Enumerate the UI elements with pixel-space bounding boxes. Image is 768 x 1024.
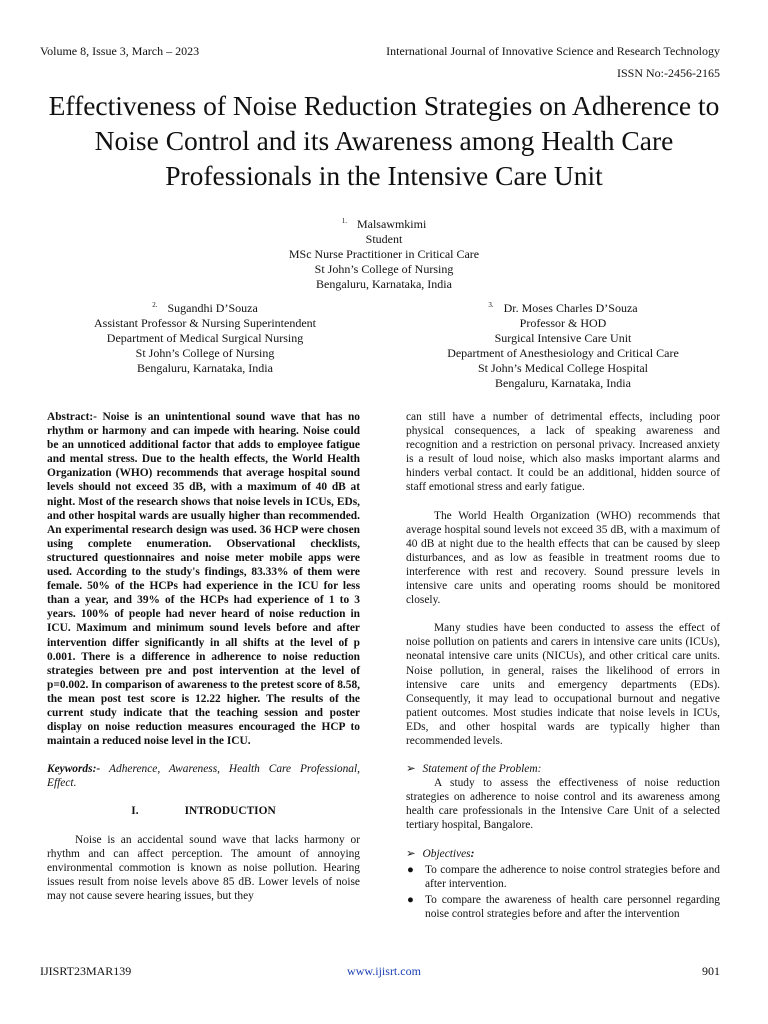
author-dept: Department of Anesthesiology and Critical Care [447,346,679,360]
author-name: $^{3.}$ Dr. Moses Charles D’Souza [488,301,638,315]
page-title: Effectiveness of Noise Reduction Strategies on Adherence to Noise Control and its Awareness among Health Care Professionals in the Intensive Care Unit [48,90,720,191]
author-block-3 [398,298,728,391]
author-institution: St John’s Medical College Hospital [478,361,648,375]
footer-paper-id: IJISRT23MAR139 [40,964,132,978]
author-name: $^{1.}$ Malsawmkimi [341,217,427,231]
abstract [47,410,360,748]
author-location: Bengaluru, Karnataka, India [137,361,273,375]
keywords-text: Adherence, Awareness, Health Care Professional, Effect. [47,763,360,790]
intro-continuation: can still have a number of detrimental effects, including poor physical consequences, a lack of speaking awareness and recognition and a restriction on personal privacy. Increased anxiety is a result of loud noise, which also masks important alarms and hinders verbal contact. It could be an additional, hidden source of staff emotional stress and early fatigue. [406,411,720,494]
author-institution: St John’s College of Nursing [135,346,275,360]
bullet-dot-icon: ● [407,863,414,876]
who-paragraph: The World Health Organization (WHO) recommends that average hospital sound levels not exceed 35 dB, with a maximum of 40 dB at night due to the health effects that can be caused by sleep disturbances, and as low as feasible in treatment rooms due to interference with rest and recovery. Sound pressure levels in intensive care units and operating rooms should be monitored closely. [406,509,720,607]
author-role: Assistant Professor & Nursing Superintendent [94,316,316,330]
author-dept: MSc Nurse Practitioner in Critical Care [288,247,480,261]
author-institution: St John’s College of Nursing [314,262,454,276]
objectives-list [406,863,720,921]
problem-heading: ➢ Statement of the Problem: [406,763,542,776]
abstract-label: Abstract:- [47,411,97,423]
list-item: ● To compare the adherence to noise control strategies before and after intervention. [407,863,720,890]
studies-paragraph: Many studies have been conducted to assess the effect of noise pollution on patients and carers in intensive care units (ICUs), neonatal intensive care units (NICUs), and other critical care units. Noise pollution, in general, raises the likelihood of errors in intensive care units and emergency departments (EDs). Consequently, it may lead to occupational burnout and negative patient outcomes. Most studies indicate that noise levels in ICUs, EDs, and other hospital wards are typically higher than recommended levels. [406,622,720,747]
author-role: Professor & HOD [519,316,607,330]
author-role: Student [365,232,403,246]
author-block-1 [184,214,584,292]
arrow-bullet-icon: ➢ [406,847,416,860]
footer-website-link[interactable]: www.ijisrt.com [347,964,421,978]
keywords-label: Keywords:- [47,763,101,776]
issn: ISSN No:-2456-2165 [616,66,720,80]
volume-issue: Volume 8, Issue 3, March – 2023 [40,44,200,58]
author-block-2 [40,298,370,376]
abstract-text: Noise is an unintentional sound wave that has no rhythm or harmony and can impede with hearing. Noise could be an unnoticed additional factor that adds to employee fatigue and mental stress. Due to the health effects, the World Health Organization (WHO) recommends that average hospital sound levels should not exceed 35 dB, with a maximum of 40 dB at night. Most of the research shows that noise levels in ICUs, EDs, and other hospital wards are usually higher than recommended. An experimental research design was used. 36 HCP were chosen using complete enumeration. Observational checklists, structured questionnaires and noise meter mobile apps were used. According to the study's findings, 83.33% of them were female. 50% of the HCPs had experience in the ICU for less than a year, and 39% of the HCPs had experience of 1 to 3 years. 100% of people had never heard of noise reduction in ICU. Maximum and minimum sound levels before and after intervention differ significantly in all shifts at the level of p 0.001. There is a difference in adherence to noise reduction strategies between pre and post intervention at the level of p=0.002. In comparison of awareness to the pretest score of 8.58, the mean post test score is 12.22 higher. The results of the current study indicate that the teaching session and poster display on noise reduction measures encouraged the HCP to maintain a reduced noise level in the ICU. [47,411,360,748]
objectives-heading: ➢ Objectives: [406,847,475,860]
intro-paragraph: Noise is an accidental sound wave that lacks harmony or rhythm and can affect perception. The amount of annoying environmental commotion is known as noise pollution. Hearing issues result from noise levels above 85 dB. Lower levels of noise may not cause severe hearing issues, but they [47,833,360,902]
author-location: Bengaluru, Karnataka, India [495,376,631,390]
bullet-dot-icon: ● [407,893,414,906]
author-location: Bengaluru, Karnataka, India [316,277,452,291]
author-dept: Department of Medical Surgical Nursing [106,331,304,345]
list-item: ● To compare the awareness of health care personnel regarding noise control strategies before and after the intervention [407,893,720,920]
right-column [406,410,720,923]
left-column [47,410,360,903]
author-unit: Surgical Intensive Care Unit [494,331,632,345]
keywords [47,762,360,790]
author-name: $^{2.}$ Sugandhi D’Souza [152,301,258,315]
arrow-bullet-icon: ➢ [406,763,416,776]
journal-name: International Journal of Innovative Science and Research Technology [386,44,720,58]
problem-statement: A study to assess the effectiveness of noise reduction strategies on adherence to noise control and its awareness among health care professionals in the Intensive Care Unit of a selected tertiary hospital, Bangalore. [406,777,720,832]
section-heading-introduction: I. INTRODUCTION [131,805,276,818]
footer-page-number: 901 [702,964,720,978]
